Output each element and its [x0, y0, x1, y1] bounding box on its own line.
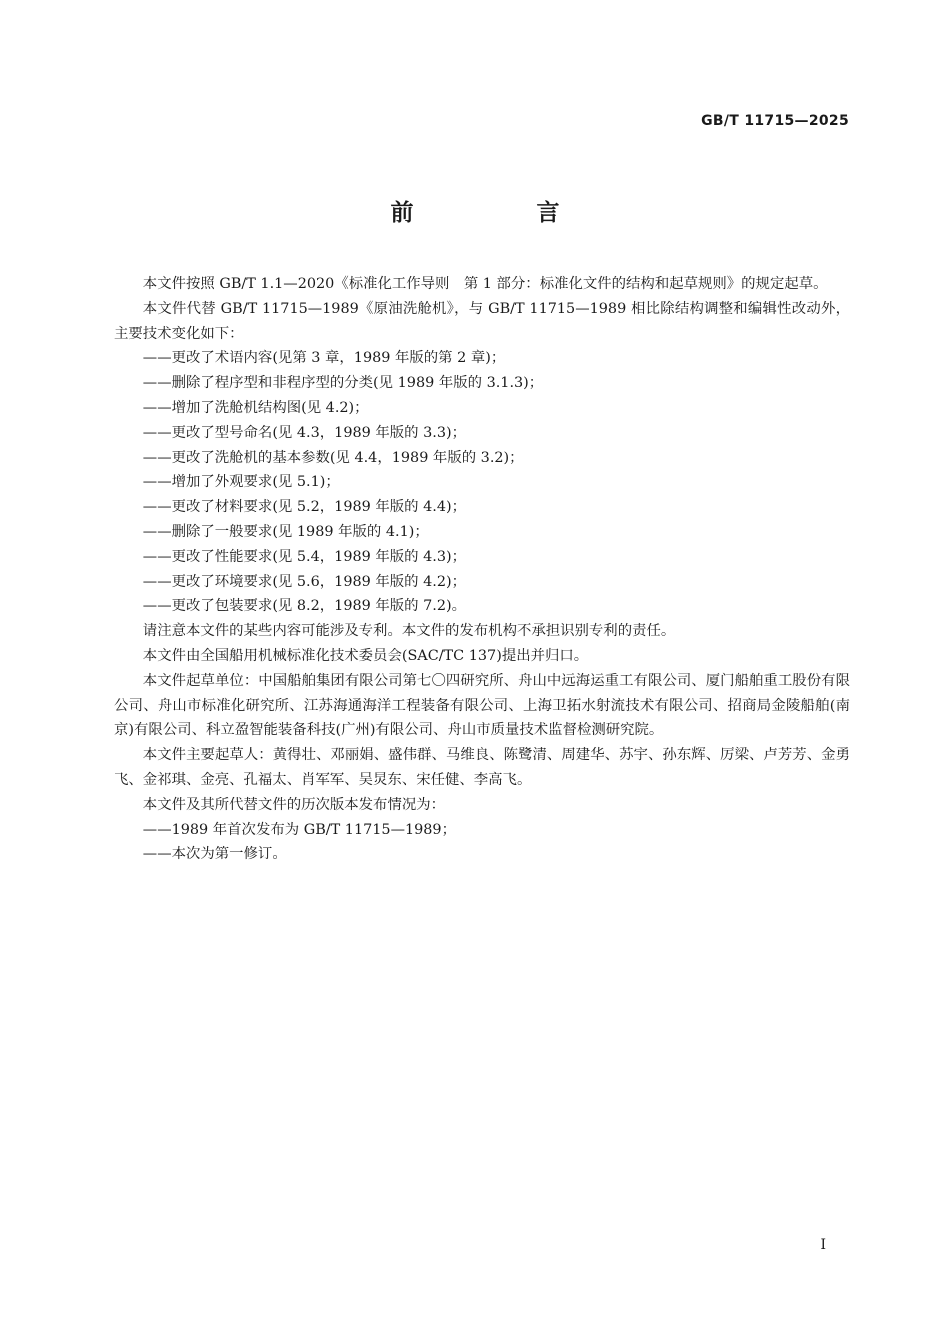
list-item: ——更改了环境要求(见 5.6，1989 年版的 4.2)； [142, 573, 467, 590]
list-item: ——增加了洗舱机结构图(见 4.2)； [142, 399, 369, 416]
page-title: 前 言 [390, 200, 610, 226]
paragraph-drafting-units: 本文件起草单位：中国船舶集团有限公司第七〇四研究所、舟山中远海运重工有限公司、厦门船舶重工股份有限公司、舟山市标准化研究所、江苏海通海洋工程装备有限公司、上海卫拓水射流技术有限公司、招商局金陵船舶(南京)有限公司、科立盈智能装备科技(广州)有限公司、舟山市质量技术监督检测研究院。 [114, 672, 850, 739]
list-item: ——增加了外观要求(见 5.1)； [142, 474, 340, 491]
list-item: ——更改了性能要求(见 5.4，1989 年版的 4.3)； [142, 548, 467, 565]
paragraph-patent-notice: 请注意本文件的某些内容可能涉及专利。本文件的发布机构不承担识别专利的责任。 [142, 623, 676, 640]
paragraph-history-intro: 本文件及其所代替文件的历次版本发布情况为： [142, 796, 446, 813]
list-item: ——更改了术语内容(见第 3 章，1989 年版的第 2 章)； [142, 350, 506, 367]
standard-number: GB/T 11715—2025 [701, 113, 849, 129]
document-body [114, 272, 850, 867]
list-item: ——删除了程序型和非程序型的分类(见 1989 年版的 3.1.3)； [142, 375, 544, 392]
list-item: ——删除了一般要求(见 1989 年版的 4.1)； [142, 523, 429, 540]
paragraph-drafting-rules: 本文件按照 GB/T 1.1—2020《标准化工作导则 第 1 部分：标准化文件的结构和起草规则》的规定起草。 [142, 276, 828, 292]
list-item: ——更改了包装要求(见 8.2，1989 年版的 7.2)。 [142, 598, 467, 615]
list-item: ——更改了材料要求(见 5.2，1989 年版的 4.4)； [142, 499, 467, 516]
list-item: ——1989 年首次发布为 GB/T 11715—1989； [142, 821, 456, 838]
paragraph-replacement: 本文件代替 GB/T 11715—1989《原油洗舱机》，与 GB/T 11715—1989 相比除结构调整和编辑性改动外，主要技术变化如下： [114, 300, 850, 342]
list-item: ——本次为第一修订。 [142, 846, 287, 863]
page-number: I [820, 1237, 826, 1253]
paragraph-drafters: 本文件主要起草人：黄得壮、邓丽娟、盛伟群、马维良、陈鹭清、周建华、苏宇、孙东辉、厉梁、卢芳芳、金勇飞、金祁琪、金亮、孔福太、肖军军、吴炅东、宋任健、李高飞。 [114, 747, 850, 788]
list-item: ——更改了洗舱机的基本参数(见 4.4，1989 年版的 3.2)； [142, 449, 524, 466]
list-item: ——更改了型号命名(见 4.3，1989 年版的 3.3)； [142, 424, 467, 441]
paragraph-proposer: 本文件由全国船用机械标准化技术委员会(SAC/TC 137)提出并归口。 [142, 647, 589, 664]
